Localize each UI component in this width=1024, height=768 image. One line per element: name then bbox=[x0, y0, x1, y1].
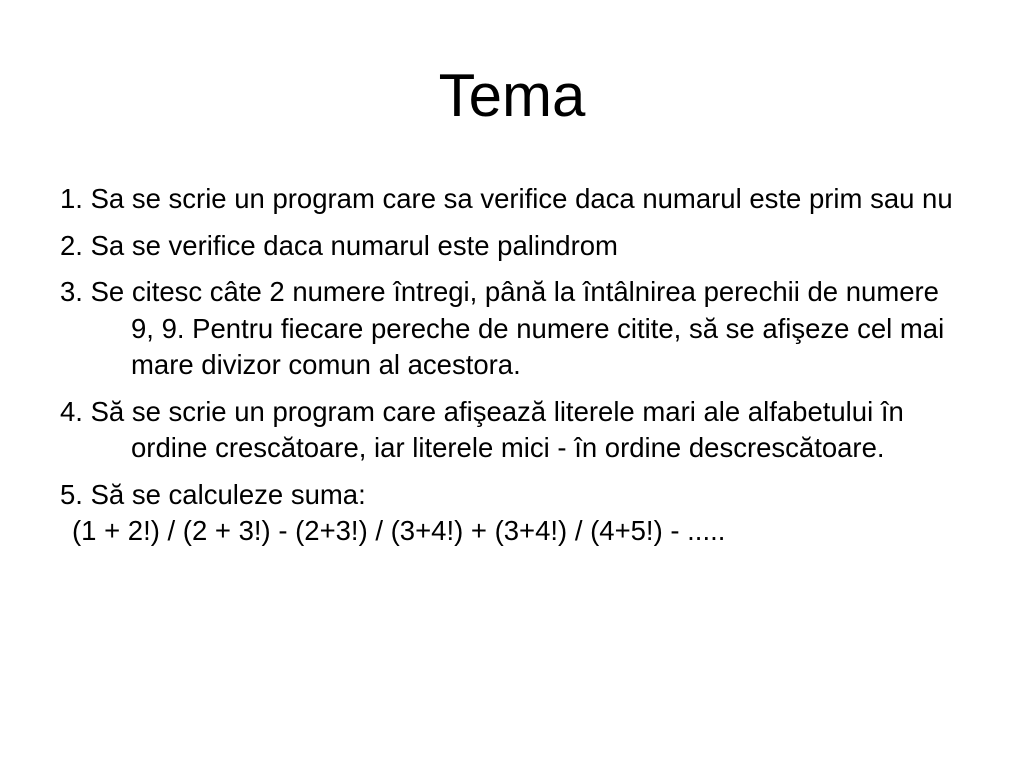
task-item-2: 2. Sa se verifice daca numarul este palindrom bbox=[60, 229, 618, 261]
task-item-1: 1. Sa se scrie un program care sa verifice daca numarul este prim sau nu bbox=[60, 183, 953, 214]
task-item-3: 3. Se citesc câte 2 numere întregi, până la întâlnirea perechii de numere 9, 9. Pentru fiecare pereche de numere citite, să se afişeze cel mai mare divizor comun al acestora. bbox=[60, 276, 945, 380]
sum-formula: (1 + 2!) / (2 + 3!) - (2+3!) / (3+4!) + (3+4!) / (4+5!) - ..... bbox=[72, 515, 726, 546]
task-item-4: 4. Să se scrie un program care afişează literele mari ale alfabetului în ordine crescătoare, iar literele mici - în ordine descrescătoare. bbox=[60, 395, 904, 463]
task-list bbox=[60, 181, 960, 550]
task-item-5: 5. Să se calculeze suma: bbox=[60, 478, 366, 510]
slide-title: Tema bbox=[438, 62, 586, 129]
